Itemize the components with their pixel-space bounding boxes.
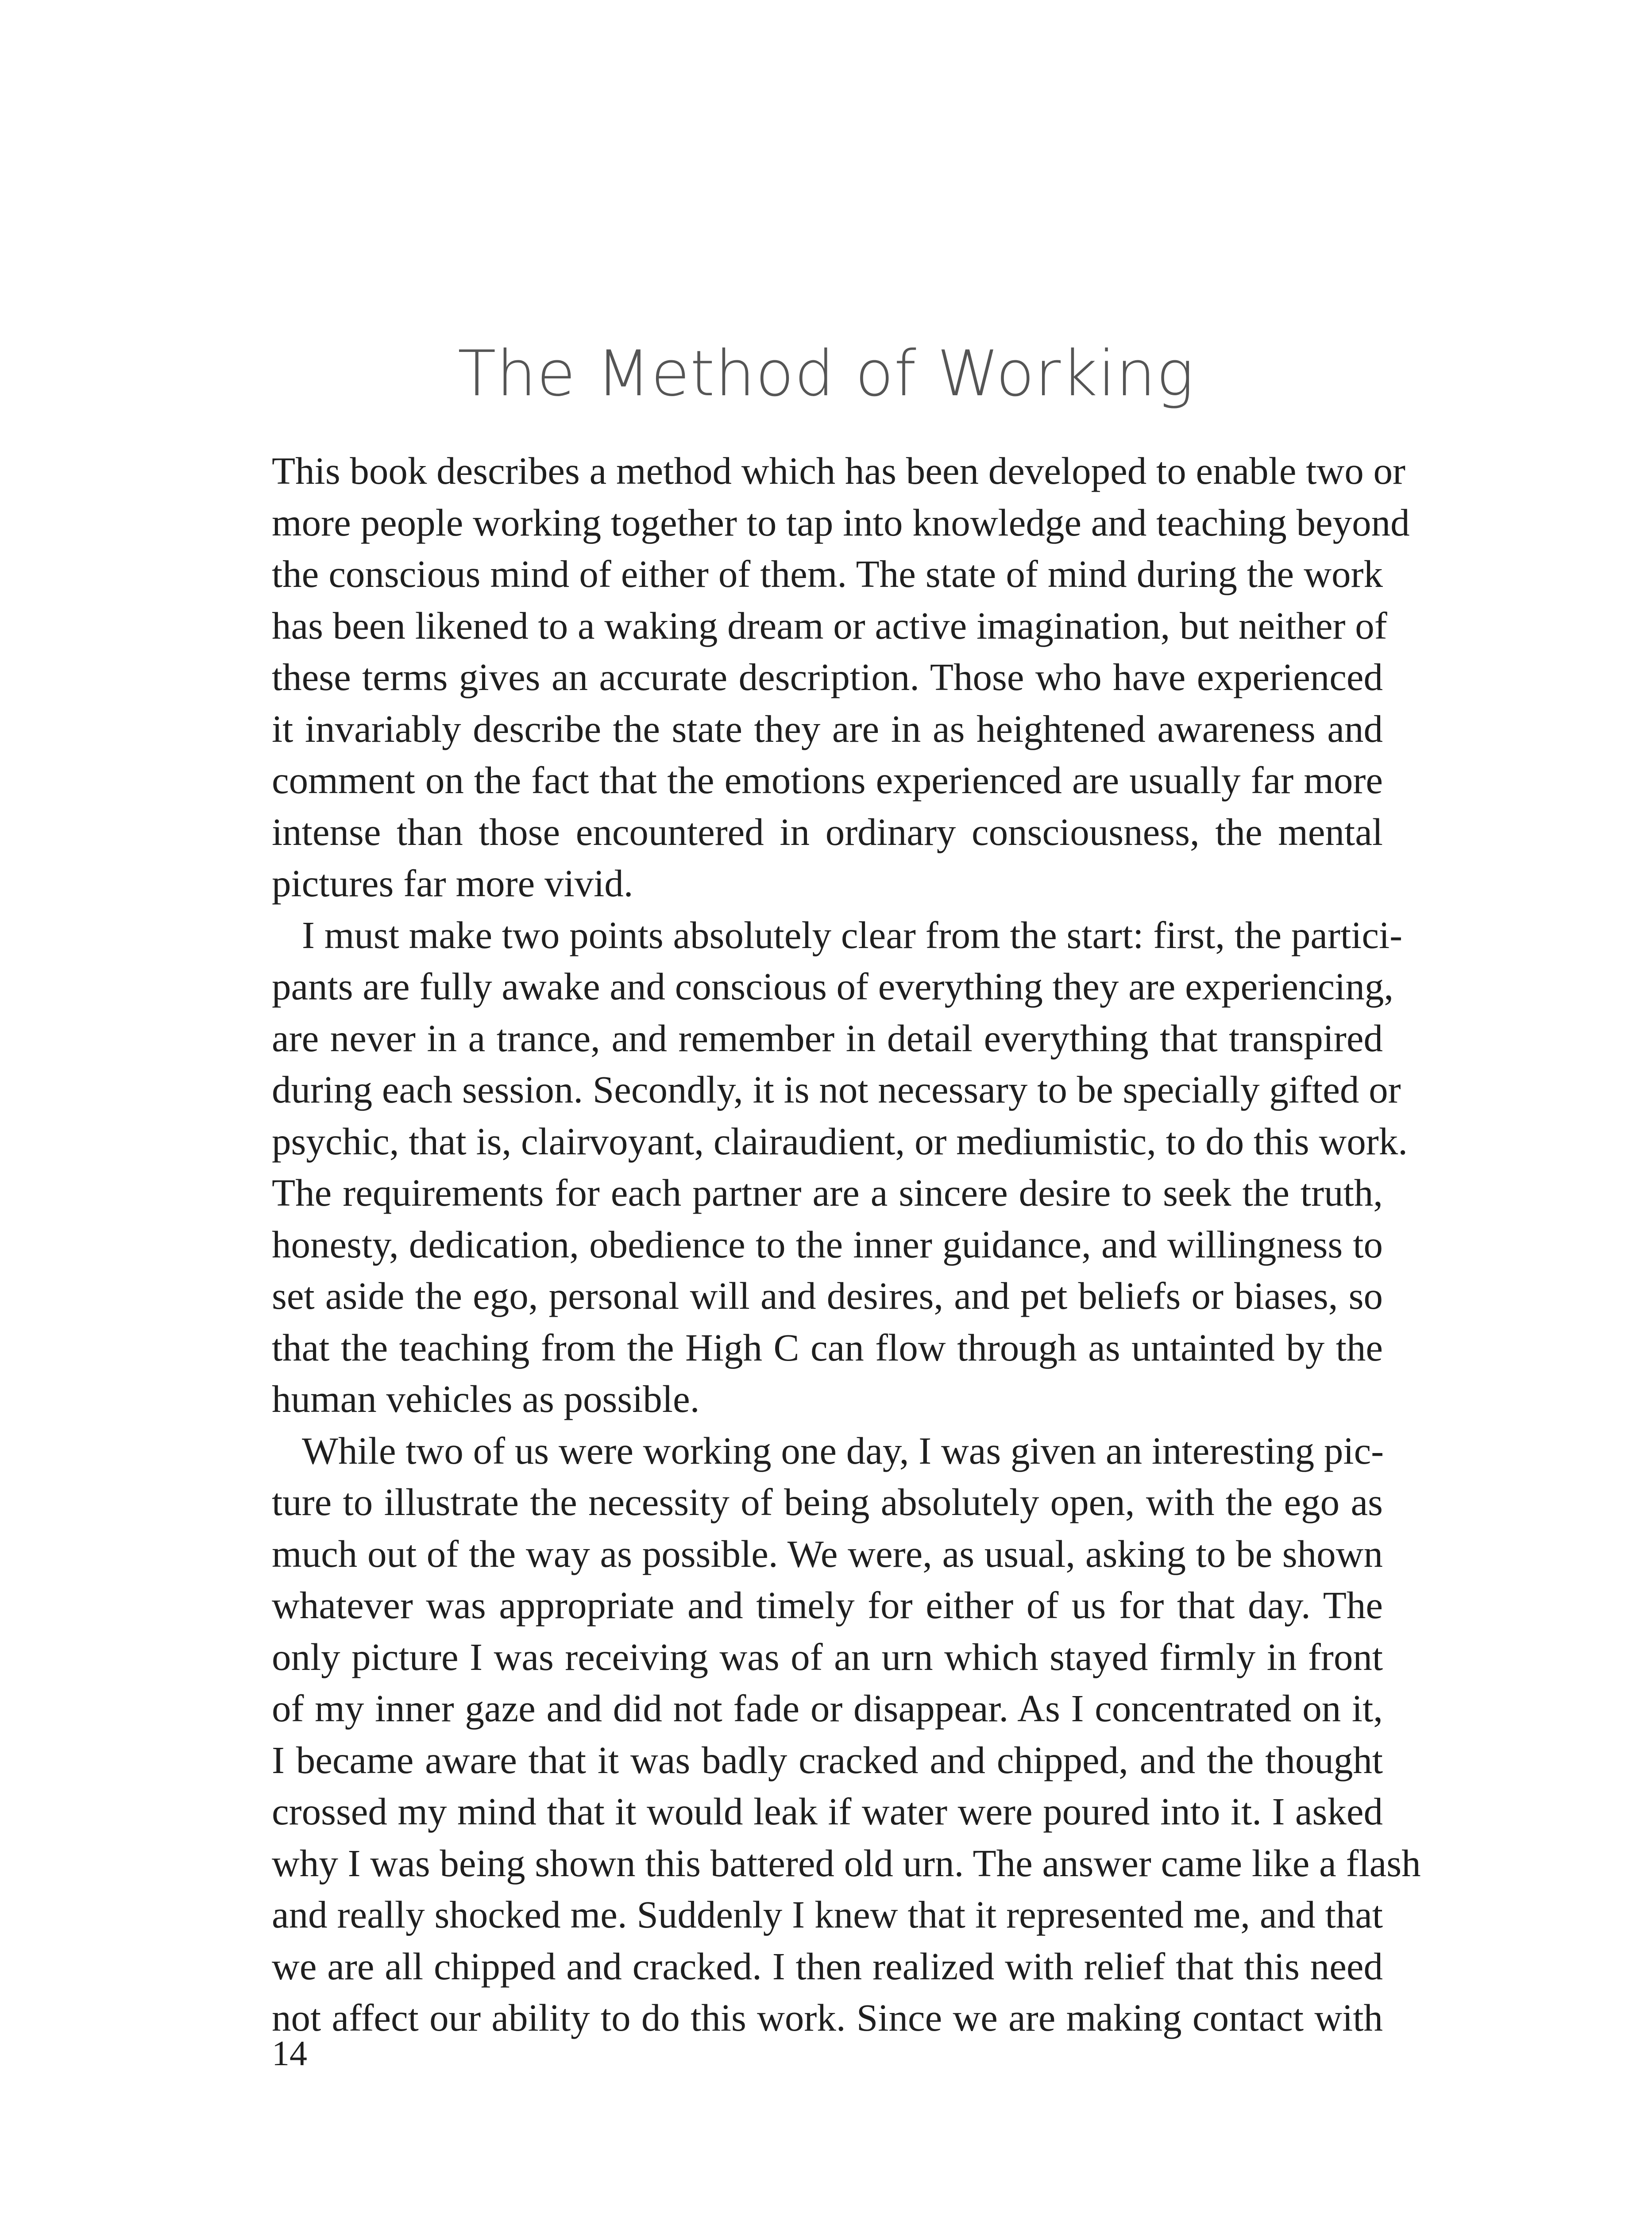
text-line: not affect our ability to do this work. Since we are making contact with — [272, 1996, 1383, 2039]
text-line: comment on the fact that the emotions experienced are usually far more — [272, 759, 1383, 802]
text-line: why I was being shown this battered old urn. The answer came like a flash — [272, 1841, 1421, 1885]
paragraph — [272, 445, 1410, 910]
text-line: intense than those encountered in ordinary consciousness, the mental — [272, 810, 1383, 853]
text-line: has been likened to a waking dream or active imagination, but neither of — [272, 604, 1387, 647]
text-line: human vehicles as possible. — [272, 1377, 700, 1420]
text-line: we are all chipped and cracked. I then realized with relief that this need — [272, 1944, 1383, 1988]
text-line: This book describes a method which has been developed to enable two or — [272, 449, 1405, 492]
text-line: during each session. Secondly, it is not necessary to be specially gifted or — [272, 1068, 1401, 1111]
text-line: psychic, that is, clairvoyant, clairaudient, or mediumistic, to do this work. — [272, 1119, 1408, 1163]
text-line: While two of us were working one day, I was given an interesting pic- — [302, 1429, 1384, 1472]
text-line: pants are fully awake and conscious of everything they are experiencing, — [272, 965, 1394, 1008]
page-number: 14 — [272, 2034, 307, 2073]
text-line: set aside the ego, personal will and desires, and pet beliefs or biases, so — [272, 1274, 1383, 1317]
text-line: The requirements for each partner are a sincere desire to seek the truth, — [272, 1171, 1383, 1214]
text-line: of my inner gaze and did not fade or disappear. As I concentrated on it, — [272, 1687, 1383, 1730]
text-line: the conscious mind of either of them. The state of mind during the work — [272, 552, 1383, 595]
text-line: that the teaching from the High C can flow through as untainted by the — [272, 1326, 1383, 1369]
text-line: pictures far more vivid. — [272, 862, 633, 905]
body-text — [272, 445, 1421, 2044]
text-line: honesty, dedication, obedience to the inner guidance, and willingness to — [272, 1222, 1383, 1266]
text-line: whatever was appropriate and timely for either of us for that day. The — [272, 1584, 1383, 1627]
text-line: crossed my mind that it would leak if water were poured into it. I asked — [272, 1790, 1383, 1833]
text-line: more people working together to tap into knowledge and teaching beyond — [272, 501, 1410, 544]
chapter-title: The Method of Working — [457, 337, 1195, 411]
text-line: are never in a trance, and remember in detail everything that transpired — [272, 1016, 1383, 1060]
text-line: I became aware that it was badly cracked and chipped, and the thought — [272, 1738, 1383, 1781]
text-line: ture to illustrate the necessity of being absolutely open, with the ego as — [272, 1480, 1383, 1523]
text-line: these terms gives an accurate description. Those who have experienced — [272, 655, 1383, 698]
text-line: only picture I was receiving was of an urn which stayed firmly in front — [272, 1635, 1383, 1678]
paragraph — [272, 910, 1408, 1425]
paragraph — [272, 1425, 1421, 2044]
text-line: I must make two points absolutely clear from the start: first, the partici- — [302, 913, 1403, 956]
text-line: much out of the way as possible. We were, as usual, asking to be shown — [272, 1532, 1383, 1575]
text-line: it invariably describe the state they are in as heightened awareness and — [272, 707, 1383, 750]
text-line: and really shocked me. Suddenly I knew that it represented me, and that — [272, 1893, 1383, 1936]
